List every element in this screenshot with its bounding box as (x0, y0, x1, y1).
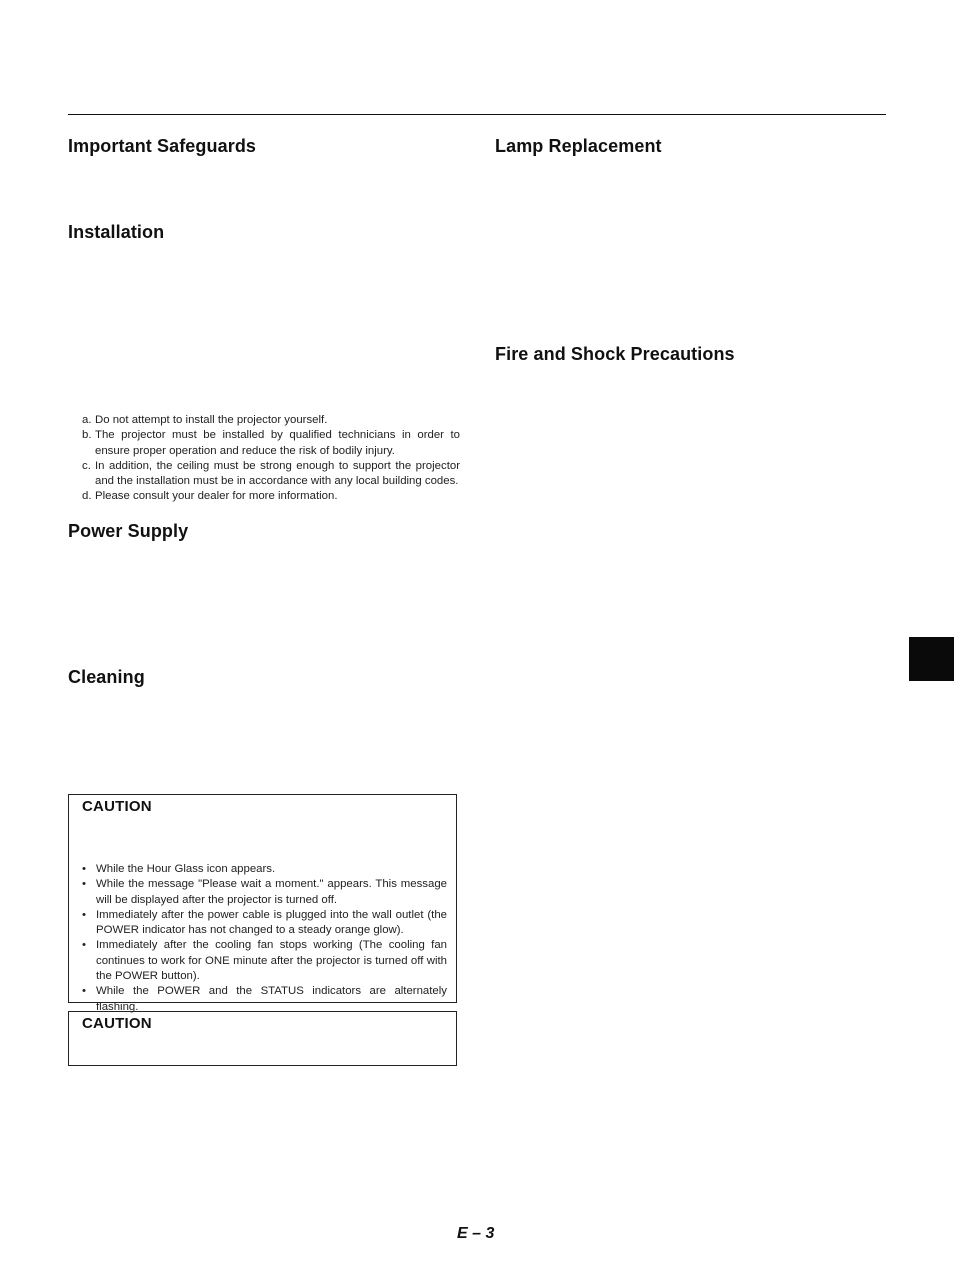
page-number: E – 3 (457, 1225, 495, 1242)
caution-box-secondary (68, 1011, 457, 1066)
caution-list (81, 862, 447, 1015)
heading-installation: Installation (68, 222, 165, 242)
heading-cleaning: Cleaning (68, 667, 145, 687)
list-item-text: While the message "Please wait a moment." appears. This message will be displayed after the projector is turned off. (96, 878, 447, 906)
list-item-text: Do not attempt to install the projector yourself. (95, 414, 328, 426)
list-item-text: In addition, the ceiling must be strong enough to support the projector and the installation must be in accordance with any local building codes. (95, 459, 460, 488)
bullet-icon: • (82, 878, 86, 891)
list-item-text: While the POWER and the STATUS indicators are alternately flashing. (96, 985, 447, 1013)
list-marker: a. (82, 414, 92, 426)
heading-lamp-replacement: Lamp Replacement (495, 136, 662, 156)
list-item (82, 489, 460, 504)
bullet-icon: • (82, 985, 86, 998)
bullet-icon: • (82, 939, 86, 952)
list-item-text: Immediately after the power cable is plugged into the wall outlet (the POWER indicator has not changed to a steady orange glow). (96, 908, 447, 937)
bullet-icon: • (82, 863, 86, 875)
caution-title: CAUTION (82, 798, 152, 815)
caution-title: CAUTION (82, 1015, 152, 1032)
heading-power-supply: Power Supply (68, 521, 189, 541)
list-item-text: Please consult your dealer for more information. (95, 490, 338, 503)
list-item (82, 428, 460, 459)
list-marker: c. (82, 459, 91, 472)
list-item-text: While the Hour Glass icon appears. (96, 863, 276, 875)
heading-important-safeguards: Important Safeguards (68, 136, 257, 156)
list-item (81, 908, 447, 939)
list-item (82, 459, 460, 490)
list-item (81, 938, 447, 984)
list-item (81, 862, 447, 877)
installation-list (82, 413, 460, 505)
list-item-text: Immediately after the cooling fan stops working (The cooling fan continues to work for ONE minute after the projector is turned off with the POWER button). (96, 939, 447, 983)
list-marker: d. (82, 490, 92, 503)
heading-fire-and-shock: Fire and Shock Precautions (495, 344, 735, 364)
caution-box-primary (68, 794, 457, 1013)
list-marker: b. (82, 429, 92, 442)
list-item (82, 413, 460, 428)
top-rule (68, 114, 886, 115)
list-item (81, 877, 447, 908)
list-item-text: The projector must be installed by qualified technicians in order to ensure proper operation and reduce the risk of bodily injury. (95, 429, 460, 457)
bullet-icon: • (82, 908, 86, 921)
section-tab-marker (909, 637, 954, 681)
